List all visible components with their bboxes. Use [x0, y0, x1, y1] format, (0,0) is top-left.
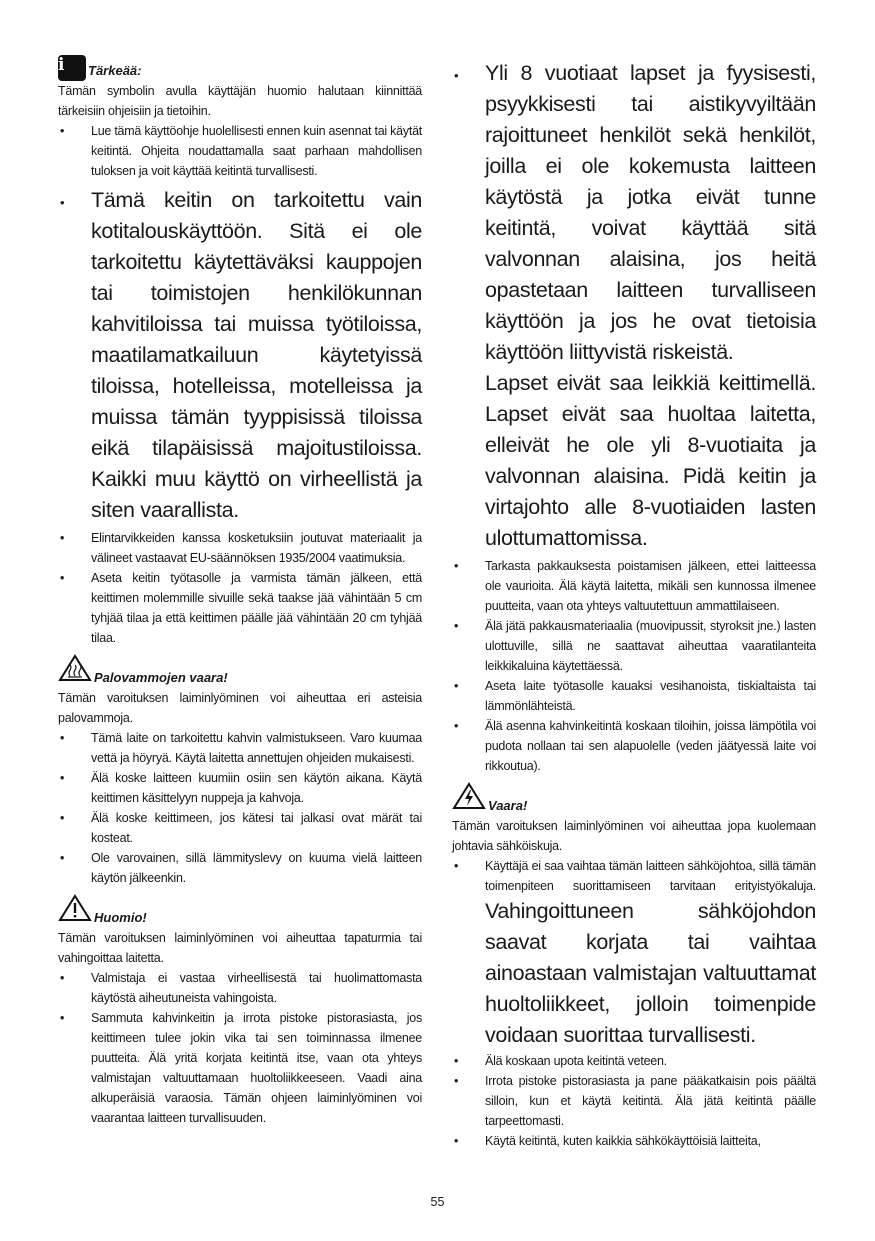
packaging-list: [452, 556, 816, 776]
list-item: • Älä jätä pakkausmateriaalia (muovipussit, styroksit jne.) lasten ulottuville, sillä ne saattavat aiheuttaa vaaratilanteita leikkikaluina käytettäessä.: [454, 619, 816, 673]
list-item: • Valmistaja ei vastaa virheellisestä tai huolimattomasta käytöstä aiheutuneista vahingoista.: [60, 971, 422, 1005]
children-paragraph: Lapset eivät saa leikkiä keittimellä. Lapset eivät saa huoltaa laitetta, elleivät he ole yli 8-vuotiaita ja valvonnan alaisina. Pidä keitin ja virtajohto alle 8-vuotiaiden lasten ulottumattomissa.: [485, 371, 816, 550]
list-item: • Älä koske keittimeen, jos kätesi tai jalkasi ovat märät tai kosteat.: [60, 811, 422, 845]
burns-heading-text: Palovammojen vaara!: [94, 670, 228, 685]
list-item-mixed: • Käyttäjä ei saa vaihtaa tämän laitteen sähköjohtoa, sillä tämän toimenpiteen suorittamiseen tarvitaan erityistyökaluja. Vahingoittuneen sähköjohdon saavat korjata tai vaihtaa ainoastaan valmistajan valtuuttamat huoltoliikkeet, jolloin toimenpide voidaan suorittaa turvallisesti.: [454, 859, 816, 1047]
burns-list: [58, 728, 422, 888]
right-column: [452, 58, 816, 1151]
list-item-large: • Tämä keitin on tarkoitettu vain kotitalouskäyttöön. Sitä ei ole tarkoitettu käytettäväksi kauppojen tai toimistojen henkilökunnan kahvitiloissa tai muissa työtiloissa, maatilamatkailuun käytetyissä tiloissa, hotelleissa, motelleissa ja muissa tämän tyyppisissä tiloissa eikä tilapäisissä majoitustiloissa. Kaikki muu käyttö on virheellistä ja siten vaarallista.: [60, 188, 422, 522]
list-item: • Sammuta kahvinkeitin ja irrota pistoke pistorasiasta, jos keittimeen tulee jokin vika tai sen toiminnassa ilmenee puutteita. Älä yritä korjata keitintä itse, vaan ota yhteys valmistajan valtuuttamaan huoltoliikkeeseen. Vaadi aina alkuperäisiä varaosia. Tämän ohjeen laiminlyöminen voi vaarantaa laitteen turvallisuuden.: [60, 1011, 422, 1125]
list-item: • Aseta keitin työtasolle ja varmista tämän jälkeen, että keittimen molemmille sivuille sekä taakse jää vähintään 5 cm tyhjää tilaa ja että keittimen päälle jää vähintään 20 cm tyhjää tilaa.: [60, 571, 422, 645]
page-number: 55: [430, 1195, 445, 1209]
list-item: • Lue tämä käyttöohje huolellisesti ennen kuin asennat tai käytät keitintä. Ohjeita noudattamalla saat parhaan mahdollisen tuloksen ja voit käyttää keitintä turvallisesti.: [60, 124, 423, 178]
caution-heading-text: Huomio!: [94, 910, 147, 925]
important-heading: [58, 55, 422, 81]
danger-list: [452, 856, 816, 1151]
large-text-span: Vahingoittuneen sähköjohdon saavat korjata tai vaihtaa ainoastaan valmistajan valtuuttamat huoltoliikkeet, jolloin toimenpide voidaan suorittaa turvallisesti.: [485, 899, 816, 1047]
list-item: • Ole varovainen, sillä lämmityslevy on kuuma vielä laitteen käytön jälkeenkin.: [60, 851, 422, 885]
danger-intro: Tämän varoituksen laiminlyöminen voi aiheuttaa jopa kuolemaan johtavia sähköiskuja.: [452, 819, 816, 853]
caution-heading: [58, 894, 422, 928]
exclamation-warning-icon: [58, 894, 92, 928]
list-item: • Älä koskaan upota keitintä veteen.: [454, 1054, 667, 1068]
list-item: • Käytä keitintä, kuten kaikkia sähkökäyttöisiä laitteita,: [454, 1134, 761, 1148]
list-item: • Tarkasta pakkauksesta poistamisen jälkeen, ettei laitteessa ole vaurioita. Älä käytä laitetta, mikäli sen kunnossa ilmenee puutteita, vaan ota yhteys valtuutettuun ammattilaiseen.: [454, 559, 816, 613]
caution-list: [58, 968, 422, 1128]
info-icon: i: [58, 55, 86, 81]
children-list: [452, 58, 816, 368]
list-item-large: • Yli 8 vuotiaat lapset ja fyysisesti, psyykkisesti tai aistikyvyiltään rajoittuneet henkilöt sekä henkilöt, joilla ei ole kokemusta laitteen käytöstä ja jotka eivät tunne keitintä, voivat käyttää sitä valvonnan alaisina, jos heitä opastetaan laitteen turvalliseen käyttöön ja jos he ovat tietoisia käyttöön liittyvistä riskeistä.: [454, 61, 816, 364]
important-intro: Tämän symbolin avulla käyttäjän huomio halutaan kiinnittää tärkeisiin ohjeisiin ja tietoihin.: [58, 84, 422, 118]
important-list: [58, 121, 422, 648]
list-item: • Irrota pistoke pistorasiasta ja pane pääkatkaisin pois päältä silloin, kun et käytä keitintä. Älä jätä keitintä päälle tarpeettomasti.: [454, 1074, 816, 1128]
list-item: • Aseta laite työtasolle kauaksi vesihanoista, tiskialtaista tai lämmönlähteistä.: [454, 679, 816, 713]
left-column: [58, 55, 422, 1128]
hot-surface-warning-icon: [58, 654, 92, 688]
list-item: • Älä asenna kahvinkeitintä koskaan tiloihin, joissa lämpötila voi pudota nollaan tai sen alapuolelle (veden jäätyessä laite voi rikkoutua).: [454, 719, 816, 773]
list-item: • Elintarvikkeiden kanssa kosketuksiin joutuvat materiaalit ja välineet vastaavat EU-säännöksen 1935/2004 vaatimuksia.: [60, 531, 422, 565]
list-item: • Älä koske laitteen kuumiin osiin sen käytön aikana. Käytä keittimen käsittelyyn nuppeja ja kahvoja.: [60, 771, 422, 805]
caution-intro: Tämän varoituksen laiminlyöminen voi aiheuttaa tapaturmia tai vahingoittaa laitetta.: [58, 931, 422, 965]
danger-heading: [452, 782, 816, 816]
burns-heading: [58, 654, 422, 688]
list-item: • Tämä laite on tarkoitettu kahvin valmistukseen. Varo kuumaa vettä ja höyryä. Käytä laitetta annettujen ohjeiden mukaisesti.: [60, 731, 422, 765]
important-heading-text: Tärkeää:: [88, 63, 142, 78]
danger-heading-text: Vaara!: [488, 798, 528, 813]
burns-intro: Tämän varoituksen laiminlyöminen voi aiheuttaa eri asteisia palovammoja.: [58, 691, 422, 725]
electric-shock-warning-icon: [452, 782, 486, 816]
